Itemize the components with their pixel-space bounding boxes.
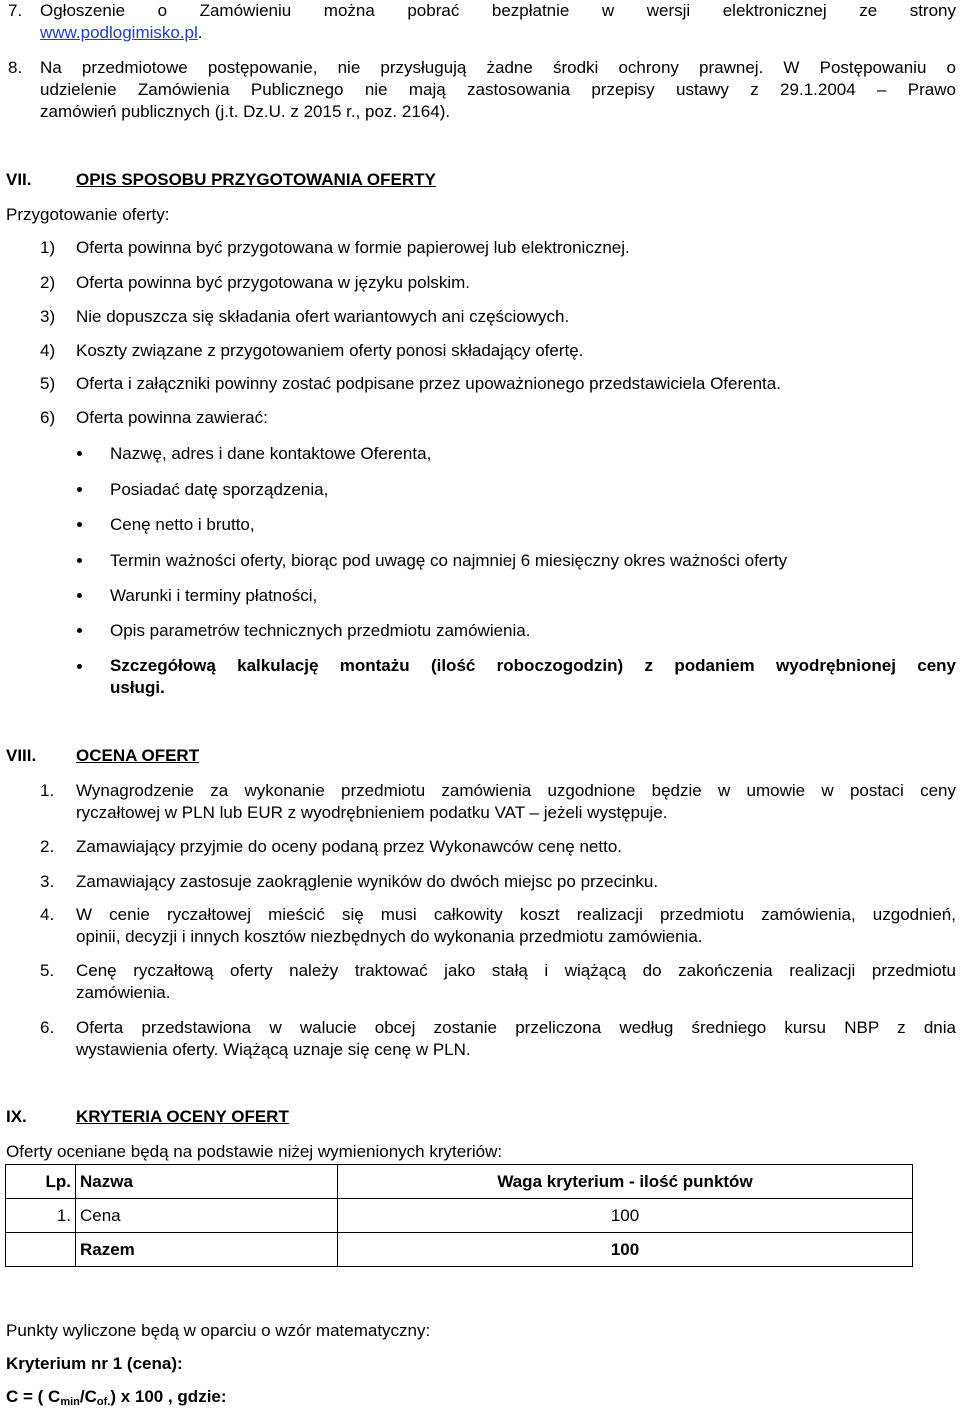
bullet-item-bold-line-2: usługi. (110, 678, 165, 697)
list-item-number: 6) (40, 408, 56, 427)
bullet-icon (77, 628, 82, 633)
bullet-item: Termin ważności oferty, biorąc pod uwagę co najmniej 6 miesięczny okres ważności oferty (110, 551, 788, 570)
bullet-item: Opis parametrów technicznych przedmiotu zamówienia. (110, 621, 531, 640)
section-8-number: VIII. (6, 746, 37, 765)
cell-lp: 1. (6, 1199, 76, 1233)
list-item-continuation: opinii, decyzji i innych kosztów niezbędnych do wykonania przedmiotu zamówienia. (76, 927, 703, 946)
item-8-line-3: zamówień publicznych (j.t. Dz.U. z 2015 r., poz. 2164). (40, 102, 451, 121)
item-8-line-1: Na przedmiotowe postępowanie, nie przysługują żadne środki ochrony prawnej. W Postępowaniu o (40, 58, 956, 77)
item-7-period: . (197, 23, 203, 42)
list-item-number: 1. (40, 781, 55, 800)
formula-intro: Punkty wyliczone będą w oparciu o wzór matematyczny: (6, 1321, 431, 1340)
list-item-number: 4) (40, 341, 56, 360)
cell-name: Cena (76, 1199, 338, 1233)
list-item-number: 6. (40, 1018, 55, 1037)
list-item-number: 5) (40, 374, 56, 393)
list-item-continuation: zamówienia. (76, 983, 171, 1002)
bullet-item: Cenę netto i brutto, (110, 515, 255, 534)
list-item: W cenie ryczałtowej mieścić się musi całkowity koszt realizacji przedmiotu zamówienia, uzgodnień, (76, 905, 956, 924)
formula-part-2: /C (79, 1387, 97, 1406)
list-item-number: 1) (40, 238, 56, 257)
item-8-line-2: udzielenie Zamówienia Publicznego nie mają zastosowania przepisy ustawy z 29.1.2004 – Prawo (40, 80, 956, 99)
list-item: Zamawiający przyjmie do oceny podaną przez Wykonawców cenę netto. (76, 837, 623, 856)
formula-sub-min: min (60, 1396, 80, 1408)
criterion-label: Kryterium nr 1 (cena): (6, 1354, 183, 1373)
price-formula (6, 1386, 227, 1413)
list-item: Wynagrodzenie za wykonanie przedmiotu zamówienia uzgodnione będzie w umowie w postaci ceny (76, 781, 956, 800)
bullet-icon (77, 558, 82, 563)
list-item-number: 2) (40, 273, 56, 292)
table-row (6, 1199, 913, 1233)
list-item: Nie dopuszcza się składania ofert wariantowych ani częściowych. (76, 307, 570, 326)
bullet-icon (77, 451, 82, 456)
header-cell-lp: Lp. (6, 1165, 76, 1199)
list-item: Oferta przedstawiona w walucie obcej zostanie przeliczona według średniego kursu NBP z dnia (76, 1018, 956, 1037)
item-8-number: 8. (8, 58, 23, 77)
item-7-number: 7. (8, 1, 23, 20)
cell-total-value: 100 (338, 1233, 913, 1267)
list-item: Koszty związane z przygotowaniem oferty ponosi składający ofertę. (76, 341, 584, 360)
header-cell-weight: Waga kryterium - ilość punktów (338, 1165, 913, 1199)
list-item-continuation: ryczałtowej w PLN lub EUR z wyodrębnieniem podatku VAT – jeżeli występuje. (76, 803, 668, 822)
bullet-icon (77, 487, 82, 492)
section-7-title: OPIS SPOSOBU PRZYGOTOWANIA OFERTY (76, 170, 436, 189)
table-total-row (6, 1233, 913, 1267)
criteria-table (5, 1164, 913, 1267)
section-9-number: IX. (6, 1107, 27, 1126)
bullet-item: Posiadać datę sporządzenia, (110, 480, 329, 499)
section-9-title: KRYTERIA OCENY OFERT (76, 1107, 289, 1126)
list-item: Cenę ryczałtową oferty należy traktować jako stałą i wiążącą do zakończenia realizacji przedmiotu (76, 961, 956, 980)
section-9-intro: Oferty oceniane będą na podstawie niżej wymienionych kryteriów: (6, 1142, 503, 1161)
section-7-number: VII. (6, 170, 32, 189)
list-item-number: 3. (40, 872, 55, 891)
section-7-intro: Przygotowanie oferty: (6, 205, 170, 224)
header-cell-name: Nazwa (76, 1165, 338, 1199)
section-8-title: OCENA OFERT (76, 746, 200, 765)
list-item: Zamawiający zastosuje zaokrąglenie wyników do dwóch miejsc po przecinku. (76, 872, 659, 891)
list-item-number: 2. (40, 837, 55, 856)
item-7-text: Ogłoszenie o Zamówieniu można pobrać bezpłatnie w wersji elektronicznej ze strony (40, 1, 956, 20)
bullet-icon (77, 522, 82, 527)
bullet-icon (77, 664, 82, 669)
bullet-item-bold-line-1: Szczegółową kalkulację montażu (ilość roboczogodzin) z podaniem wyodrębnionej ceny (110, 656, 956, 675)
formula-part-1: C = ( C (6, 1387, 61, 1406)
list-item-number: 4. (40, 905, 55, 924)
bullet-icon (77, 593, 82, 598)
formula-part-3: ) x 100 , gdzie: (110, 1387, 227, 1406)
bullet-item: Nazwę, adres i dane kontaktowe Oferenta, (110, 444, 432, 463)
table-header-row (6, 1165, 913, 1199)
item-7-link-line (40, 22, 203, 44)
list-item: Oferta powinna być przygotowana w formie papierowej lub elektronicznej. (76, 238, 630, 257)
cell-total-label: Razem (76, 1233, 338, 1267)
list-item: Oferta powinna zawierać: (76, 408, 268, 427)
list-item-number: 5. (40, 961, 55, 980)
list-item-continuation: wystawienia oferty. Wiążącą uznaje się cenę w PLN. (76, 1040, 471, 1059)
website-link[interactable]: www.podlogimisko.pl (40, 23, 198, 42)
bullet-item: Warunki i terminy płatności, (110, 586, 318, 605)
cell-weight: 100 (338, 1199, 913, 1233)
cell-lp-empty (6, 1233, 76, 1267)
list-item-number: 3) (40, 307, 56, 326)
list-item: Oferta powinna być przygotowana w języku polskim. (76, 273, 471, 292)
formula-sub-of: of. (96, 1396, 111, 1408)
list-item: Oferta i załączniki powinny zostać podpisane przez upoważnionego przedstawiciela Oferenta. (76, 374, 781, 393)
